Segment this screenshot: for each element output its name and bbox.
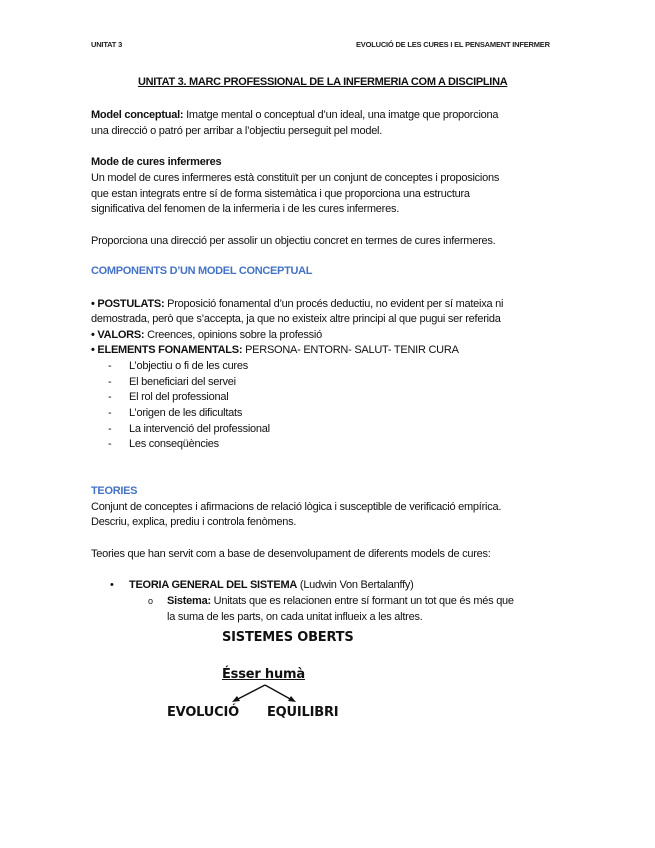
bullet-dot: •	[110, 579, 114, 591]
mode-cures-line: Un model de cures infermeres està constituït per un conjunt de conceptes i proposicions	[91, 172, 500, 184]
dash-bullet: -	[108, 438, 112, 450]
elements-line	[91, 343, 459, 359]
model-conceptual-term: Model conceptual:	[91, 109, 184, 121]
mode-cures-line: que estan integrats entre sí de forma sistemàtica i que proporciona una estructura	[91, 188, 470, 200]
components-heading: COMPONENTS D’UN MODEL CONCEPTUAL	[91, 265, 313, 277]
dash-bullet: -	[108, 423, 112, 435]
list-item-text: El rol del professional	[129, 391, 229, 403]
page-title: UNITAT 3. MARC PROFESSIONAL DE LA INFERMERIA COM A DISCIPLINA	[138, 76, 508, 88]
list-item-text: El beneficiari del servei	[129, 376, 236, 388]
sistema-line1	[167, 594, 514, 610]
tgs-author: (Ludwin Von Bertalanffy)	[297, 579, 414, 591]
diagram-title: SISTEMES OBERTS	[222, 630, 354, 645]
dash-bullet: -	[108, 391, 112, 403]
postulats-text: Proposició fonamental d’un procés deductiu, no evident per sí mateixa ni	[164, 298, 504, 310]
header-right: EVOLUCIÓ DE LES CURES I EL PENSAMENT INFERMER	[356, 40, 550, 49]
model-conceptual-line2: una direcció o patró per arribar a l’objectiu perseguit pel model.	[91, 125, 383, 137]
model-conceptual-text: Imatge mental o conceptual d’un ideal, una imatge que proporciona	[183, 109, 499, 121]
postulats-line2: demostrada, però que s’accepta, ja que no existeix altre principi al que pugui ser referida	[91, 313, 501, 325]
dash-bullet: -	[108, 407, 112, 419]
postulats-term: • POSTULATS:	[91, 298, 165, 310]
tgs-line	[129, 578, 414, 594]
valors-term: • VALORS:	[91, 329, 145, 341]
branch-arrows-icon	[230, 683, 300, 705]
sub-bullet-circle: o	[148, 596, 153, 606]
list-item-text: La intervenció del professional	[129, 423, 270, 435]
teories-intro: Teories que han servit com a base de desenvolupament de diferents models de cures:	[91, 548, 491, 560]
sistemes-oberts-diagram	[150, 625, 370, 725]
tgs-term: TEORIA GENERAL DEL SISTEMA	[129, 579, 298, 591]
list-item-text: L’origen de les dificultats	[129, 407, 243, 419]
mode-cures-line: significativa del fenomen de la infermeria i de les cures infermeres.	[91, 203, 400, 215]
diagram-right-node: EQUILIBRI	[267, 705, 339, 720]
teories-line2: Descriu, explica, prediu i controla fenòmens.	[91, 516, 297, 528]
model-conceptual-line1	[91, 108, 498, 124]
diagram-left-node: EVOLUCIÓ	[167, 705, 239, 720]
sistema-line2: la suma de les parts, on cada unitat influeix a les altres.	[167, 611, 423, 623]
list-item-text: Les conseqüències	[129, 438, 219, 450]
elements-term: • ELEMENTS FONAMENTALS:	[91, 344, 243, 356]
dash-bullet: -	[108, 360, 112, 372]
mode-cures-extra: Proporciona una direcció per assolir un objectiu concret en termes de cures infermeres.	[91, 235, 496, 247]
header-left: UNITAT 3	[91, 40, 123, 49]
sistema-text: Unitats que es relacionen entre sí formant un tot que és més que	[210, 595, 514, 607]
sistema-term: Sistema:	[167, 595, 211, 607]
teories-heading: TEORIES	[91, 485, 138, 497]
valors-text: Creences, opinions sobre la professió	[144, 329, 322, 341]
diagram-center-node: Ésser humà	[222, 667, 305, 682]
teories-line1: Conjunt de conceptes i afirmacions de relació lògica i susceptible de verificació empírica.	[91, 501, 502, 513]
list-item-text: L’objectiu o fi de les cures	[129, 360, 248, 372]
valors-line	[91, 328, 322, 344]
mode-cures-heading: Mode de cures infermeres	[91, 156, 222, 168]
elements-text: PERSONA- ENTORN- SALUT- TENIR CURA	[242, 344, 459, 356]
dash-bullet: -	[108, 376, 112, 388]
postulats-line1	[91, 297, 503, 313]
